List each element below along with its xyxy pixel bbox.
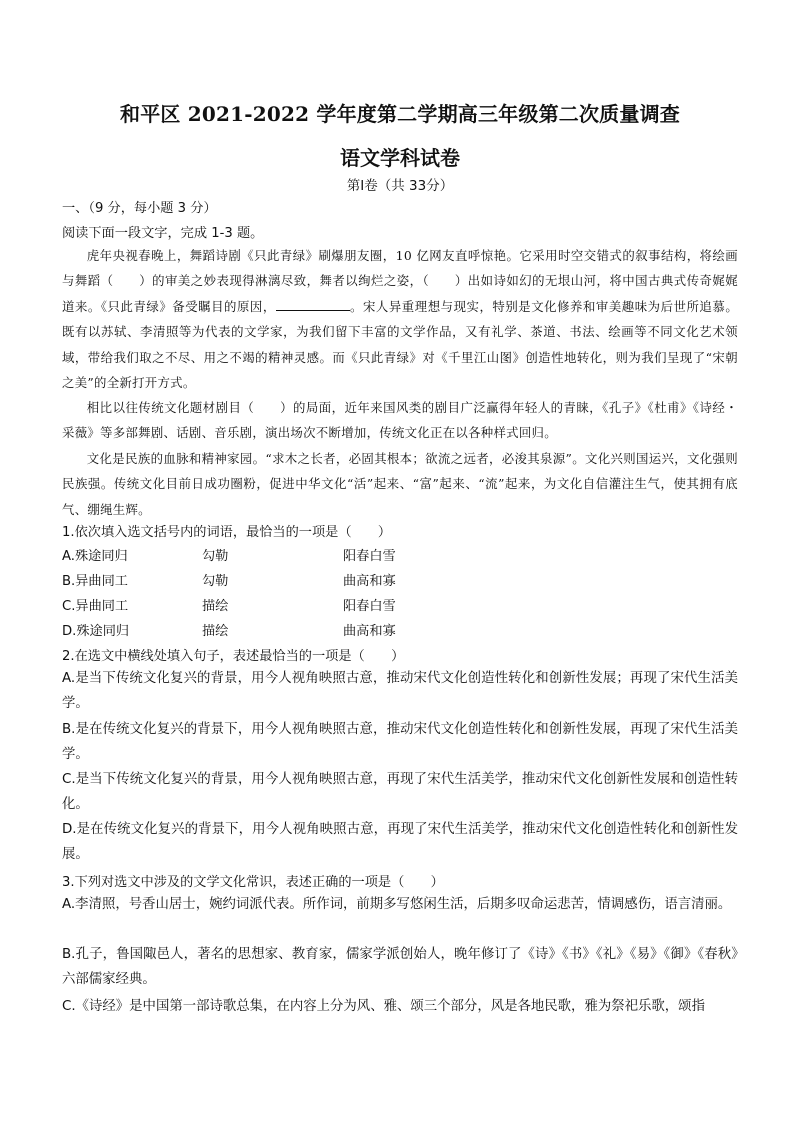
option-word-1: C.异曲同工 [62, 599, 129, 614]
part-heading: 一、（9 分，每小题 3 分） [62, 201, 217, 216]
option-word-2: 勾勒 [202, 549, 229, 564]
question-3-stem: 3.下列对选文中涉及的文学文化常识，表述正确的一项是（ ） [62, 875, 444, 890]
question-2-option-d: D.是在传统文化复兴的背景下，用今人视角映照古意，再现了宋代生活美学，推动宋代文化创造性转化和创新性发展。 [62, 822, 738, 862]
question-3-option-b: B.孔子，鲁国陬邑人，著名的思想家、教育家，儒家学派创始人，晚年修订了《诗》《书》《礼》《易》《御》《春秋》六部儒家经典。 [62, 947, 738, 987]
passage-paragraph-2: 相比以往传统文化题材剧目（ ）的局面，近年来国风类的剧目广泛赢得年轻人的青睐，《孔子》《杜甫》《诗经・采薇》等多部舞剧、话剧、音乐剧，演出场次不断增加，传统文化正在以各种样式回归。 [62, 400, 738, 441]
question-2-option-a: A.是当下传统文化复兴的背景，用今人视角映照古意，推动宋代文化创造性转化和创新性发展；再现了宋代生活美学。 [62, 671, 738, 711]
question-3-option-a: A.李清照，号香山居士，婉约词派代表。所作词，前期多写悠闲生活，后期多叹命运悲苦，情调感伤，语言清丽。 [62, 897, 732, 912]
option-word-3: 曲高和寡 [343, 574, 396, 589]
option-word-1: D.殊途同归 [62, 624, 130, 639]
fill-blank-line [276, 296, 350, 311]
passage-text: 。宋人异重理想与现实，特别是文化修养和审美趣味为后世所追慕。既有以苏轼、李清照等为代表的文学家，为我们留下丰富的文学作品，又有礼学、茶道、书法、绘画等不同文化艺术领域，带给我们取之不尽、用之不竭的精神灵感。而《只此青绿》对《千里江山图》创造性地转化，则为我们呈现了“宋朝之美”的全新打开方式。 [62, 298, 739, 391]
question-2-option-b: B.是在传统文化复兴的背景下，用今人视角映照古意，推动宋代文化创造性转化和创新性发展，再现了宋代生活美学。 [62, 722, 738, 762]
option-word-1: B.异曲同工 [62, 574, 128, 589]
exam-title: 和平区 2021-2022 学年度第二学期高三年级第二次质量调查 [120, 102, 680, 126]
passage-paragraph-3: 文化是民族的血脉和精神家园。“求木之长者，必固其根本；欲流之远者，必浚其泉源”。文化兴则国运兴，文化强则民族强。传统文化目前日成功圈粉，促进中华文化“活”起来、“富”起来、“流”起来，为文化自信灌注生气，使其拥有底气、绷绳生辉。 [62, 451, 738, 517]
option-word-2: 勾勒 [202, 574, 229, 589]
option-word-2: 描绘 [202, 624, 229, 639]
option-word-2: 描绘 [202, 599, 229, 614]
option-word-3: 曲高和寡 [343, 624, 396, 639]
question-2-stem: 2.在选文中横线处填入句子，表述最恰当的一项是（ ） [62, 649, 405, 664]
question-1-stem: 1.依次填入选文括号内的词语，最恰当的一项是（ ） [62, 525, 392, 540]
question-2-option-c: C.是当下传统文化复兴的背景，用今人视角映照古意，再现了宋代生活美学，推动宋代文化创新性发展和创造性转化。 [62, 772, 738, 812]
passage-paragraph-1 [62, 243, 738, 395]
section-label: 第Ⅰ卷（共 33分） [346, 178, 454, 194]
question-3-option-c: C.《诗经》是中国第一部诗歌总集，在内容上分为风、雅、颂三个部分，风是各地民歌，雅为祭祀乐歌，颂指 [62, 999, 705, 1014]
passage-text: 虎年央视春晚上，舞蹈诗剧《只此青绿》刷爆朋友圈，10 亿网友直呼惊艳。它采用时空交错式的叙事结构，将绘画与舞蹈（ ）的审美之妙表现得淋漓尽致，舞者以绚烂之姿，（ ）出如诗如幻的无垠山河，将中国古典式传奇娓娓道来。《只此青绿》备受瞩目的原因， [62, 248, 738, 314]
option-word-1: A.殊途同归 [62, 549, 128, 564]
option-word-3: 阳春白雪 [343, 599, 396, 614]
reading-instruction: 阅读下面一段文字，完成 1-3 题。 [62, 226, 264, 241]
subject-title: 语文学科试卷 [340, 146, 460, 170]
option-word-3: 阳春白雪 [343, 549, 396, 564]
